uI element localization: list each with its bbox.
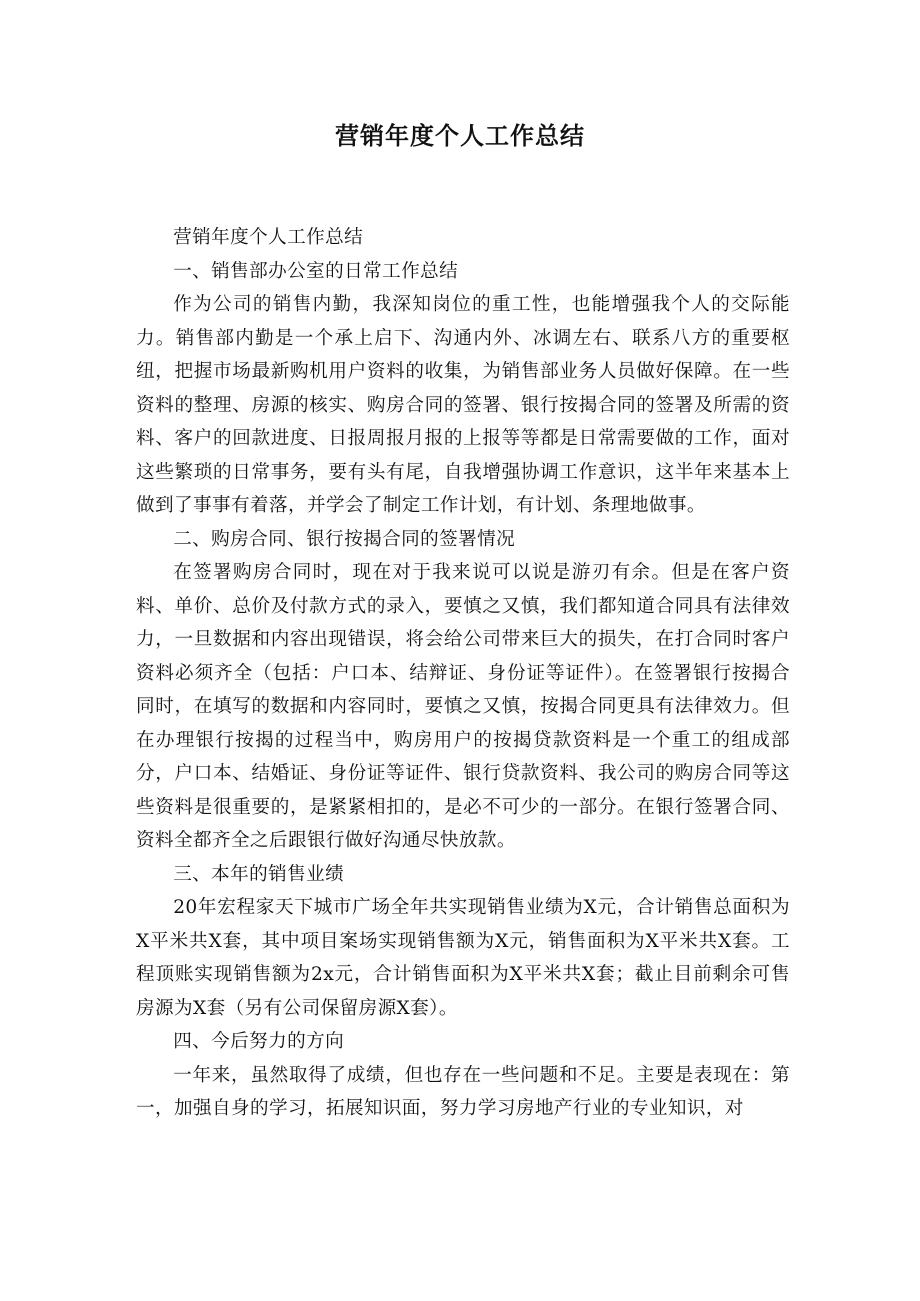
document-body bbox=[136, 221, 790, 1126]
section-heading-1: 一、销售部办公室的日常工作总结 bbox=[173, 260, 459, 282]
page-title: 营销年度个人工作总结 bbox=[335, 122, 585, 150]
section-heading-3: 三、本年的销售业绩 bbox=[173, 863, 345, 885]
paragraph-daily-work: 作为公司的销售内勤，我深知岗位的重工性，也能增强我个人的交际能力。销售部内勤是一个承上启下、沟通内外、冰调左右、联系八方的重要枢纽，把握市场最新购机用户资料的收集，为销售部业务人员做好保障。在一些资料的整理、房源的核实、购房合同的签署、银行按揭合同的签署及所需的资料、客户的回款进度、日报周报月报的上报等等都是日常需要做的工作，面对这些繁琐的日常事务，要有头有尾，自我增强协调工作意识，这半年来基本上做到了事事有着落，并学会了制定工作计划，有计划、条理地做事。 bbox=[136, 294, 790, 516]
subtitle-heading: 营销年度个人工作总结 bbox=[173, 227, 364, 248]
paragraph-sales-results: 20年宏程家天下城市广场全年共实现销售业绩为X元，合计销售总面积为X平米共X套，其中项目案场实现销售额为X元，销售面积为X平米共X套。工程顶账实现销售额为2x元，合计销售面积为X平米共X套；截止目前剩余可售房源为X套（另有公司保留房源X套）。 bbox=[136, 897, 790, 1019]
section-heading-4: 四、今后努力的方向 bbox=[173, 1031, 345, 1052]
paragraph-contracts: 在签署购房合同时，现在对于我来说可以说是游刃有余。但是在客户资料、单价、总价及付款方式的录入，要慎之又慎，我们都知道合同具有法律效力，一旦数据和内容出现错误，将会给公司带来巨大的损失，在打合同时客户资料必须齐全（包括：户口本、结辩证、身份证等证件）。在签署银行按揭合同时，在填写的数据和内容同时，要慎之又慎，按揭合同更具有法律效力。但在办理银行按揭的过程当中，购房用户的按揭贷款资料是一个重工的组成部分，户口本、结婚证、身份证等证件、银行贷款资料、我公司的购房合同等这些资料是很重要的，是紧紧相扣的，是必不可少的一部分。在银行签署合同、资料全都齐全之后跟银行做好沟通尽快放款。 bbox=[136, 562, 790, 851]
section-heading-2: 二、购房合同、银行按揭合同的签署情况 bbox=[173, 528, 516, 550]
paragraph-future-direction: 一年来，虽然取得了成绩，但也存在一些问题和不足。主要是表现在：第一，加强自身的学习，拓展知识面，努力学习房地产行业的专业知识，对 bbox=[136, 1064, 790, 1119]
